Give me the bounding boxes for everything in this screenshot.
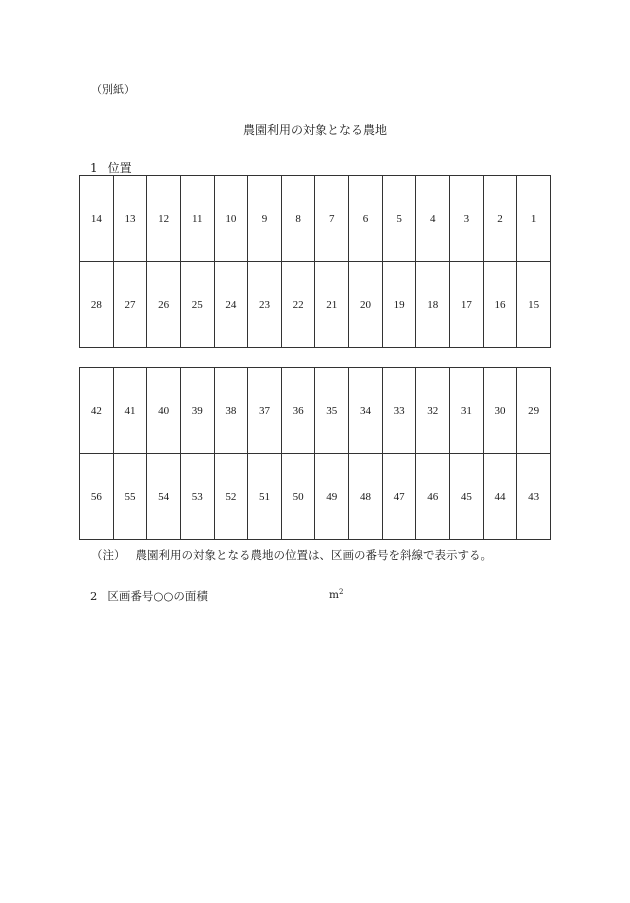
plot-cell: 53 (180, 454, 214, 540)
plot-cell: 39 (180, 368, 214, 454)
plot-cell: 38 (214, 368, 248, 454)
plot-cell: 40 (147, 368, 181, 454)
plot-cell: 33 (382, 368, 416, 454)
section-number: 1 (90, 161, 98, 175)
plot-cell: 45 (450, 454, 484, 540)
section-label: 位置 (107, 161, 132, 175)
plot-cell: 47 (382, 454, 416, 540)
plot-cell: 18 (416, 262, 450, 348)
plot-row (80, 454, 551, 540)
plot-cell: 5 (382, 176, 416, 262)
plot-cell: 15 (517, 262, 551, 348)
unit-base: m (329, 589, 339, 601)
plot-cell: 21 (315, 262, 349, 348)
plot-cell: 9 (248, 176, 282, 262)
plot-cell: 22 (281, 262, 315, 348)
plot-grid-lower (79, 367, 551, 540)
plot-row (80, 176, 551, 262)
plot-cell: 12 (147, 176, 181, 262)
attachment-label: （別紙） (91, 83, 135, 96)
plot-cell: 48 (349, 454, 383, 540)
plot-cell: 16 (483, 262, 517, 348)
plot-cell: 11 (180, 176, 214, 262)
plot-row (80, 368, 551, 454)
area-unit (329, 588, 343, 601)
plot-cell: 6 (349, 176, 383, 262)
plot-cell: 29 (517, 368, 551, 454)
plot-cell: 56 (80, 454, 114, 540)
plot-cell: 23 (248, 262, 282, 348)
plot-cell: 49 (315, 454, 349, 540)
plot-cell: 3 (450, 176, 484, 262)
plot-cell: 46 (416, 454, 450, 540)
plot-cell: 17 (450, 262, 484, 348)
plot-cell: 31 (450, 368, 484, 454)
plot-cell: 35 (315, 368, 349, 454)
plot-cell: 14 (80, 176, 114, 262)
section-2-heading (90, 588, 208, 604)
note-body: 農園利用の対象となる農地の位置は、区画の番号を斜線で表示する。 (135, 548, 492, 562)
unit-exponent: 2 (338, 588, 344, 596)
plot-cell: 19 (382, 262, 416, 348)
plot-cell: 20 (349, 262, 383, 348)
plot-cell: 42 (80, 368, 114, 454)
plot-row (80, 262, 551, 348)
plot-cell: 55 (113, 454, 147, 540)
plot-cell: 25 (180, 262, 214, 348)
plot-cell: 51 (248, 454, 282, 540)
plot-cell: 28 (80, 262, 114, 348)
plot-cell: 32 (416, 368, 450, 454)
plot-cell: 52 (214, 454, 248, 540)
plot-cell: 43 (517, 454, 551, 540)
plot-cell: 2 (483, 176, 517, 262)
section-1-heading (90, 159, 132, 176)
document-title: 農園利用の対象となる農地 (242, 123, 387, 137)
section-label: 区画番号○○の面積 (107, 589, 208, 603)
note-text (91, 547, 492, 563)
section-number: 2 (90, 589, 98, 603)
plot-cell: 41 (113, 368, 147, 454)
plot-cell: 13 (113, 176, 147, 262)
plot-cell: 44 (483, 454, 517, 540)
plot-grid-upper (79, 175, 551, 348)
plot-cell: 4 (416, 176, 450, 262)
plot-cell: 27 (113, 262, 147, 348)
plot-cell: 24 (214, 262, 248, 348)
plot-cell: 26 (147, 262, 181, 348)
plot-cell: 37 (248, 368, 282, 454)
plot-cell: 10 (214, 176, 248, 262)
note-prefix: （注） (91, 548, 126, 562)
plot-cell: 7 (315, 176, 349, 262)
plot-cell: 34 (349, 368, 383, 454)
plot-cell: 8 (281, 176, 315, 262)
plot-cell: 30 (483, 368, 517, 454)
plot-cell: 54 (147, 454, 181, 540)
plot-cell: 36 (281, 368, 315, 454)
plot-cell: 50 (281, 454, 315, 540)
plot-cell: 1 (517, 176, 551, 262)
